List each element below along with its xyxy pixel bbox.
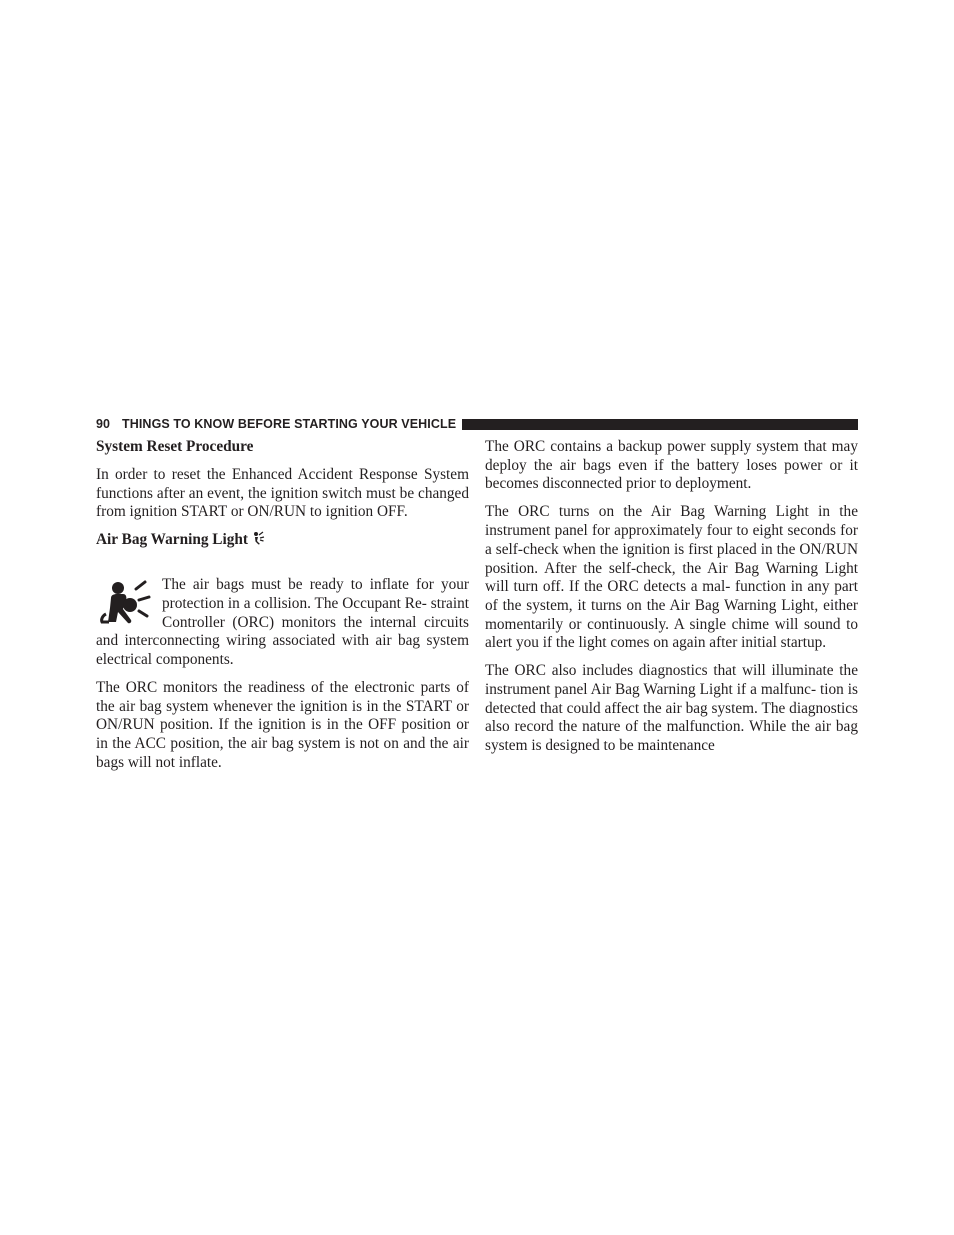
para-reset-procedure: In order to reset the Enhanced Accident Response System functions after an event, the ignition switch must be changed from ignition START or ON/RUN to ignition OFF.	[96, 466, 469, 521]
page-number: 90	[96, 417, 111, 431]
para-diagnostics: The ORC also includes diagnostics that will illuminate the instrument panel Air Bag Warning Light if a malfunc- tion is detected that could affect the air bag system. The diagnostics also record the nature of the malfunction. While the air bag system is designed to be maintenance	[485, 662, 858, 755]
left-column	[96, 438, 469, 782]
para-orc-monitors: The ORC monitors the readiness of the electronic parts of the air bag system whenever the ignition is in the START or ON/RUN position. If the ignition is in the OFF position or in the ACC position, the air bag system is not on and the air bags will not inflate.	[96, 678, 469, 771]
para-airbag-ready: The air bags must be ready to inflate for your protection in a collision. The Occupant Re- straint Controller (ORC) monitors the internal circuits and interconnecting wiring associated with air bag system electrical components.	[96, 576, 469, 668]
airbag-warning-icon	[96, 578, 152, 628]
page-header	[96, 416, 858, 432]
heading-air-bag-warning-light	[96, 531, 469, 550]
section-title: THINGS TO KNOW BEFORE STARTING YOUR VEHICLE	[122, 417, 457, 431]
para-orc-turns-on: The ORC turns on the Air Bag Warning Light in the instrument panel for approximately four to eight seconds for a self-check when the ignition is first placed in the ON/RUN position. After the self-check, the Air Bag Warning Light will turn off. If the ORC detects a mal- function in any part of the system, it turns on the Air Bag Warning Light, either momentarily or continuously. A single chime will sound to alert you if the light comes on again after initial startup.	[485, 503, 858, 652]
heading-air-bag-label: Air Bag Warning Light	[96, 531, 249, 549]
airbag-warning-icon	[251, 531, 265, 545]
para-backup-power: The ORC contains a backup power supply system that may deploy the air bags even if the battery loses power or it becomes disconnected prior to deployment.	[485, 438, 858, 493]
airbag-warning-block	[96, 576, 469, 670]
right-column	[485, 438, 858, 765]
header-rule	[462, 419, 858, 430]
heading-system-reset: System Reset Procedure	[96, 438, 254, 455]
